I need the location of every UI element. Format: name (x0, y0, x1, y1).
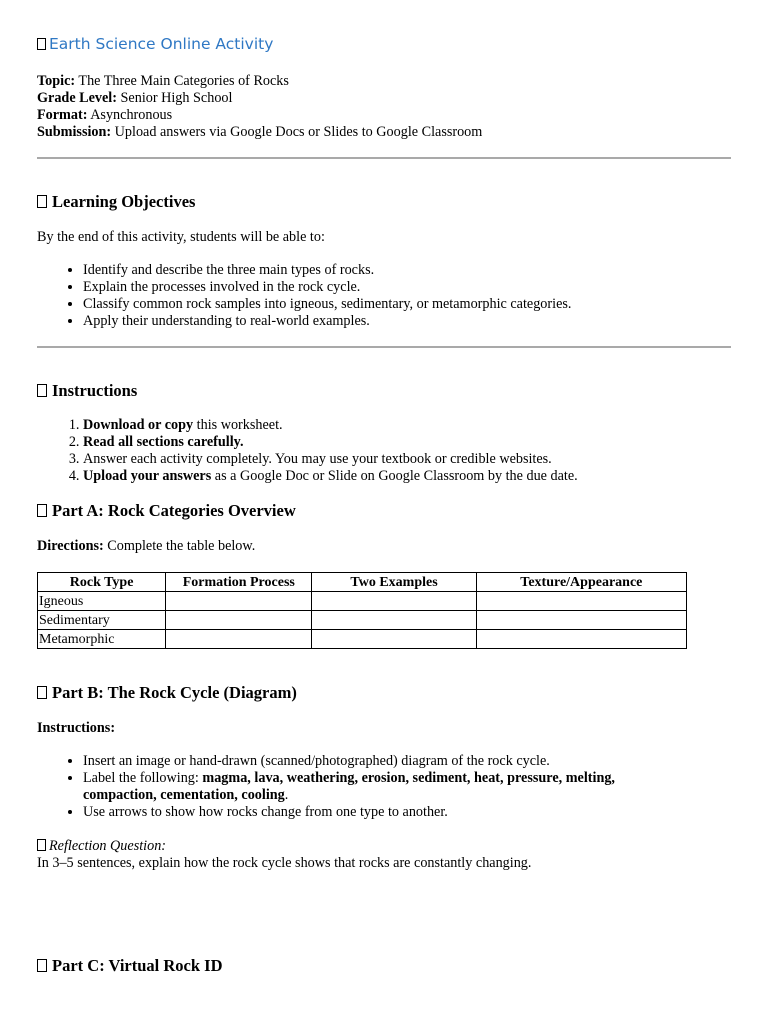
answer-cell[interactable] (476, 592, 686, 611)
table-header-row (38, 573, 687, 592)
part-b-heading (37, 683, 297, 703)
placeholder-glyph-icon (37, 959, 47, 972)
table-row (38, 592, 687, 611)
part-b-list (37, 753, 683, 821)
instructions-heading (37, 381, 137, 401)
answer-cell[interactable] (312, 611, 476, 630)
placeholder-glyph-icon (37, 384, 47, 397)
column-header: Texture/Appearance (476, 573, 686, 592)
list-item: 4. Upload your answers as a Google Doc or Slide on Google Classroom by the due date. (83, 468, 578, 485)
list-item: 1. Download or copy this worksheet. (83, 417, 578, 434)
part-a-directions: Directions: Complete the table below. (37, 538, 256, 554)
document-title-text: Earth Science Online Activity (49, 35, 274, 53)
instructions-list (37, 417, 578, 485)
rock-categories-table (37, 572, 687, 649)
column-header: Rock Type (38, 573, 166, 592)
answer-cell[interactable] (166, 630, 312, 649)
answer-cell[interactable] (476, 630, 686, 649)
instructions-heading-text: Instructions (52, 381, 138, 400)
part-c-heading (37, 956, 222, 976)
reflection-prompt: In 3–5 sentences, explain how the rock cycle shows that rocks are constantly changing. (37, 855, 532, 871)
list-item: 3. Answer each activity completely. You may use your textbook or credible websites. (83, 451, 578, 468)
reflection-question: Reflection Question: (37, 838, 166, 855)
answer-cell[interactable] (312, 592, 476, 611)
part-c-heading-text: Part C: Virtual Rock ID (52, 956, 223, 975)
answer-cell[interactable] (166, 592, 312, 611)
answer-cell[interactable] (312, 630, 476, 649)
placeholder-glyph-icon (37, 195, 47, 208)
objectives-heading (37, 192, 195, 212)
list-item: 2. Read all sections carefully. (83, 434, 578, 451)
meta-submission (37, 124, 482, 141)
meta-topic-label: Topic: (37, 73, 76, 89)
column-header: Two Examples (312, 573, 476, 592)
list-item: • Label the following: magma, lava, weathering, erosion, sediment, heat, pressure, melting, compaction, cementation, cooling. (83, 770, 683, 804)
placeholder-glyph-icon (37, 686, 47, 699)
answer-cell[interactable] (476, 611, 686, 630)
list-item: • Use arrows to show how rocks change from one type to another. (83, 804, 683, 821)
meta-format (37, 107, 482, 124)
table-row (38, 611, 687, 630)
placeholder-glyph-icon (37, 504, 47, 517)
rock-type-cell: Metamorphic (38, 630, 166, 649)
rock-type-cell: Igneous (38, 592, 166, 611)
activity-meta (37, 73, 482, 141)
objectives-list (37, 262, 571, 330)
divider (37, 346, 731, 348)
list-item: • Identify and describe the three main types of rocks. (83, 262, 571, 279)
table-row (38, 630, 687, 649)
meta-format-value: Asynchronous (90, 107, 173, 123)
part-a-heading (37, 501, 296, 521)
meta-grade-label: Grade Level: (37, 90, 117, 106)
list-item: • Insert an image or hand-drawn (scanned/photographed) diagram of the rock cycle. (83, 753, 683, 770)
placeholder-glyph-icon (37, 839, 46, 851)
list-item: • Classify common rock samples into igneous, sedimentary, or metamorphic categories. (83, 296, 571, 313)
answer-cell[interactable] (166, 611, 312, 630)
part-b-heading-text: Part B: The Rock Cycle (Diagram) (52, 683, 297, 702)
list-item: • Apply their understanding to real-world examples. (83, 313, 571, 330)
meta-topic (37, 73, 482, 90)
meta-grade-value: Senior High School (120, 90, 233, 106)
part-a-heading-text: Part A: Rock Categories Overview (52, 501, 296, 520)
meta-format-label: Format: (37, 107, 88, 123)
objectives-intro: By the end of this activity, students will be able to: (37, 229, 325, 245)
meta-submission-value: Upload answers via Google Docs or Slides to Google Classroom (114, 124, 483, 140)
part-b-instructions-label: Instructions: (37, 720, 116, 736)
rock-type-cell: Sedimentary (38, 611, 166, 630)
document-title (37, 35, 273, 53)
meta-grade (37, 90, 482, 107)
meta-topic-value: The Three Main Categories of Rocks (78, 73, 289, 89)
objectives-heading-text: Learning Objectives (52, 192, 196, 211)
placeholder-glyph-icon (37, 38, 46, 50)
list-item: • Explain the processes involved in the rock cycle. (83, 279, 571, 296)
divider (37, 157, 731, 159)
meta-submission-label: Submission: (37, 124, 112, 140)
column-header: Formation Process (166, 573, 312, 592)
